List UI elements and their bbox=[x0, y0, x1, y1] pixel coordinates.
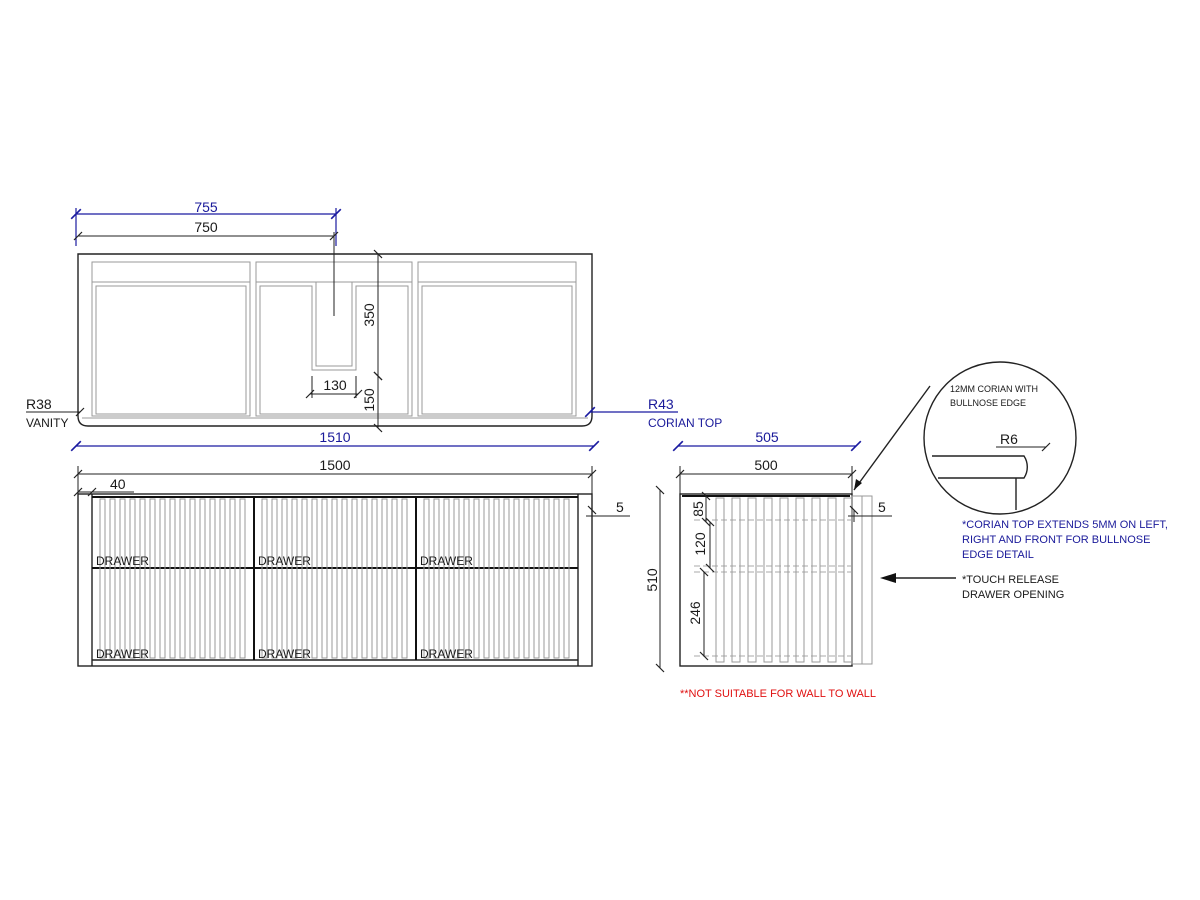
dim-5-front-label: 5 bbox=[616, 499, 624, 515]
slat bbox=[150, 499, 155, 658]
slat bbox=[292, 499, 297, 658]
side-slat bbox=[828, 498, 836, 662]
slat bbox=[130, 499, 135, 658]
slat bbox=[140, 499, 145, 658]
dim-5-side-label: 5 bbox=[878, 499, 886, 515]
side-slat bbox=[812, 498, 820, 662]
slat bbox=[240, 499, 245, 658]
slat bbox=[282, 499, 287, 658]
slat bbox=[160, 499, 165, 658]
side-slat bbox=[844, 498, 852, 662]
slat bbox=[342, 499, 347, 658]
slat bbox=[554, 499, 559, 658]
slat bbox=[544, 499, 549, 658]
corian-top-label: CORIAN TOP bbox=[648, 416, 723, 430]
drawer-label-4: DRAWER bbox=[96, 647, 149, 661]
slat bbox=[110, 499, 115, 658]
dim-500-label: 500 bbox=[754, 457, 778, 473]
slat bbox=[262, 499, 267, 658]
slat bbox=[302, 499, 307, 658]
dim-505-label: 505 bbox=[755, 429, 779, 445]
dim-750-label: 750 bbox=[194, 219, 218, 235]
slat bbox=[100, 499, 105, 658]
slat bbox=[210, 499, 215, 658]
bullnose-detail bbox=[924, 362, 1076, 514]
slat bbox=[402, 499, 407, 658]
slat bbox=[434, 499, 439, 658]
dim-1500-label: 1500 bbox=[319, 457, 351, 473]
drawer-label-2: DRAWER bbox=[258, 554, 311, 568]
r43-label: R43 bbox=[648, 396, 674, 412]
touch-note-1: *TOUCH RELEASE bbox=[962, 574, 1059, 586]
detail-r6-label: R6 bbox=[1000, 431, 1018, 447]
slat bbox=[474, 499, 479, 658]
side-slat bbox=[796, 498, 804, 662]
detail-bullnose-profile bbox=[932, 456, 1027, 478]
touch-release-arrow bbox=[880, 573, 896, 583]
dim-120-label: 120 bbox=[692, 532, 708, 556]
front-view bbox=[76, 429, 630, 666]
detail-leader bbox=[854, 386, 930, 490]
slat bbox=[454, 499, 459, 658]
detail-title-1: 12MM CORIAN WITH bbox=[950, 384, 1039, 394]
slat bbox=[484, 499, 489, 658]
slat bbox=[362, 499, 367, 658]
detail-title-2: BULLNOSE EDGE bbox=[950, 398, 1027, 408]
slat bbox=[424, 499, 429, 658]
drawer-label-6: DRAWER bbox=[420, 647, 473, 661]
dim-755-label: 755 bbox=[194, 199, 218, 215]
front-slats bbox=[100, 499, 569, 658]
plan-view bbox=[26, 199, 722, 430]
plan-outline bbox=[78, 254, 592, 426]
slat bbox=[514, 499, 519, 658]
side-slat bbox=[780, 498, 788, 662]
slat bbox=[230, 499, 235, 658]
dim-350-label: 350 bbox=[361, 303, 377, 327]
slat bbox=[332, 499, 337, 658]
vanity-label: VANITY bbox=[26, 416, 69, 430]
corian-note-1: *CORIAN TOP EXTENDS 5MM ON LEFT, bbox=[962, 519, 1168, 531]
notes bbox=[680, 519, 1168, 700]
corian-note-2: RIGHT AND FRONT FOR BULLNOSE bbox=[962, 534, 1151, 546]
slat bbox=[312, 499, 317, 658]
wall-warning: **NOT SUITABLE FOR WALL TO WALL bbox=[680, 688, 877, 700]
dim-150-label: 150 bbox=[361, 388, 377, 412]
r38-label: R38 bbox=[26, 396, 52, 412]
slat bbox=[464, 499, 469, 658]
slat bbox=[322, 499, 327, 658]
slat bbox=[272, 499, 277, 658]
slat bbox=[504, 499, 509, 658]
dim-130-label: 130 bbox=[323, 377, 347, 393]
side-slat bbox=[716, 498, 724, 662]
slat bbox=[352, 499, 357, 658]
slat bbox=[444, 499, 449, 658]
slat bbox=[392, 499, 397, 658]
slat bbox=[190, 499, 195, 658]
dim-246-label: 246 bbox=[687, 601, 703, 625]
dim-85-label: 85 bbox=[690, 501, 706, 517]
slat bbox=[170, 499, 175, 658]
slat bbox=[564, 499, 569, 658]
side-slats bbox=[716, 498, 852, 662]
slat bbox=[494, 499, 499, 658]
slat bbox=[200, 499, 205, 658]
touch-note-2: DRAWER OPENING bbox=[962, 589, 1065, 601]
slat bbox=[524, 499, 529, 658]
side-slat bbox=[748, 498, 756, 662]
slat bbox=[120, 499, 125, 658]
dim-1510-label: 1510 bbox=[319, 429, 351, 445]
side-slat bbox=[764, 498, 772, 662]
slat bbox=[534, 499, 539, 658]
slat bbox=[220, 499, 225, 658]
dim-510-label: 510 bbox=[644, 568, 660, 592]
corian-note-3: EDGE DETAIL bbox=[962, 549, 1034, 561]
slat bbox=[382, 499, 387, 658]
slat bbox=[372, 499, 377, 658]
plan-bay-right bbox=[418, 262, 576, 416]
drawer-label-5: DRAWER bbox=[258, 647, 311, 661]
drawer-label-3: DRAWER bbox=[420, 554, 473, 568]
dim-40-label: 40 bbox=[110, 476, 126, 492]
drawer-label-1: DRAWER bbox=[96, 554, 149, 568]
slat bbox=[180, 499, 185, 658]
side-slat bbox=[732, 498, 740, 662]
plan-bay-left bbox=[92, 262, 250, 416]
